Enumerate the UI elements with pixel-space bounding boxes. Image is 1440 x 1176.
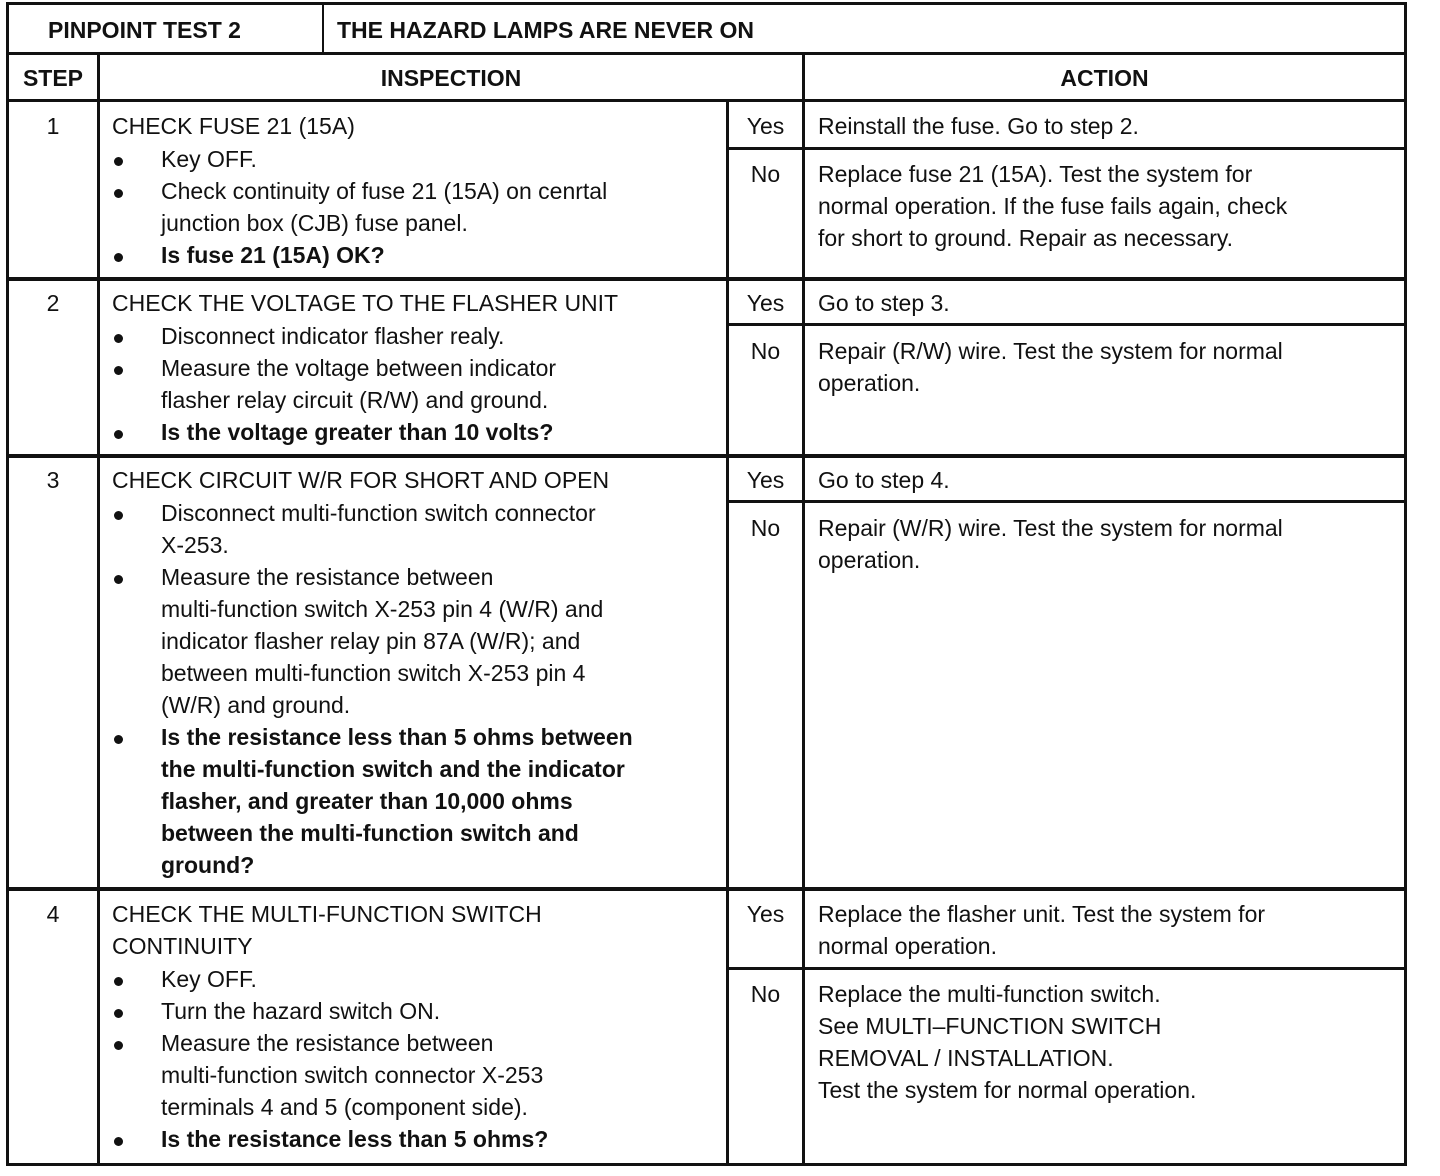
bullet-text: Key OFF. bbox=[161, 966, 257, 992]
yes-label: Yes bbox=[746, 901, 785, 927]
pinpoint-test-id: PINPOINT TEST 2 bbox=[48, 17, 241, 43]
no-action: Replace fuse 21 (15A). Test the system for bbox=[818, 161, 1253, 187]
header-bottom-line bbox=[6, 99, 1407, 102]
no-action: See MULTI–FUNCTION SWITCH bbox=[818, 1013, 1162, 1039]
yes-no-divider-3 bbox=[726, 500, 1407, 503]
bullet-text: Check continuity of fuse 21 (15A) on cenrtal bbox=[161, 178, 608, 204]
header-action: ACTION bbox=[1060, 65, 1149, 91]
yes-no-divider-1 bbox=[726, 147, 1407, 150]
step-question: the multi-function switch and the indicator bbox=[161, 756, 625, 782]
no-label: No bbox=[750, 981, 781, 1007]
bullet-icon bbox=[114, 253, 123, 262]
no-action: Test the system for normal operation. bbox=[818, 1077, 1197, 1103]
yes-no-divider-4 bbox=[726, 967, 1407, 970]
yes-action: Reinstall the fuse. Go to step 2. bbox=[818, 113, 1139, 139]
step-heading: CHECK THE MULTI-FUNCTION SWITCH bbox=[112, 901, 542, 927]
no-label: No bbox=[750, 161, 781, 187]
step-heading: CHECK CIRCUIT W/R FOR SHORT AND OPEN bbox=[112, 467, 610, 493]
bullet-icon bbox=[114, 511, 123, 520]
step-question: flasher, and greater than 10,000 ohms bbox=[161, 788, 573, 814]
table-border-left bbox=[6, 2, 9, 1166]
step-question: ground? bbox=[161, 852, 255, 878]
bullet-icon bbox=[114, 1009, 123, 1018]
table-border-right bbox=[1404, 2, 1407, 1166]
bullet-icon bbox=[114, 334, 123, 343]
no-label: No bbox=[750, 338, 781, 364]
action-col-line bbox=[802, 52, 805, 1166]
yes-no-divider-2 bbox=[726, 323, 1407, 326]
step-heading: CONTINUITY bbox=[112, 933, 253, 959]
step-number: 1 bbox=[46, 113, 60, 139]
bullet-text: Measure the resistance between bbox=[161, 1030, 494, 1056]
bullet-icon bbox=[114, 977, 123, 986]
header-top-line bbox=[6, 52, 1407, 55]
bullet-text: Disconnect multi-function switch connector bbox=[161, 500, 596, 526]
no-action: for short to ground. Repair as necessary. bbox=[818, 225, 1234, 251]
pinpoint-test-description: THE HAZARD LAMPS ARE NEVER ON bbox=[337, 17, 754, 43]
bullet-text: junction box (CJB) fuse panel. bbox=[161, 210, 468, 236]
step-number: 3 bbox=[46, 467, 60, 493]
no-action: operation. bbox=[818, 547, 921, 573]
bullet-icon bbox=[114, 735, 123, 744]
bullet-icon bbox=[114, 189, 123, 198]
no-action: Repair (R/W) wire. Test the system for normal bbox=[818, 338, 1283, 364]
no-action: normal operation. If the fuse fails again, check bbox=[818, 193, 1288, 219]
bullet-text: Key OFF. bbox=[161, 146, 257, 172]
bullet-icon bbox=[114, 1041, 123, 1050]
row-divider-2 bbox=[6, 454, 1407, 458]
step-question: Is the resistance less than 5 ohms? bbox=[161, 1126, 549, 1152]
bullet-icon bbox=[114, 430, 123, 439]
no-action: REMOVAL / INSTALLATION. bbox=[818, 1045, 1114, 1071]
bullet-text: Measure the resistance between bbox=[161, 564, 494, 590]
row-divider-3 bbox=[6, 887, 1407, 891]
bullet-icon bbox=[114, 157, 123, 166]
yes-label: Yes bbox=[746, 290, 785, 316]
step-question: between the multi-function switch and bbox=[161, 820, 579, 846]
step-question: Is the resistance less than 5 ohms between bbox=[161, 724, 633, 750]
bullet-text: multi-function switch connector X-253 bbox=[161, 1062, 544, 1088]
step-col-line bbox=[97, 52, 100, 1166]
step-heading: CHECK FUSE 21 (15A) bbox=[112, 113, 355, 139]
bullet-text: terminals 4 and 5 (component side). bbox=[161, 1094, 528, 1120]
step-number: 2 bbox=[46, 290, 60, 316]
no-action: operation. bbox=[818, 370, 921, 396]
yes-action: Replace the flasher unit. Test the system for bbox=[818, 901, 1266, 927]
yes-action: Go to step 4. bbox=[818, 467, 950, 493]
header-step: STEP bbox=[22, 65, 84, 91]
no-label: No bbox=[750, 515, 781, 541]
yes-label: Yes bbox=[746, 113, 785, 139]
step-question: Is fuse 21 (15A) OK? bbox=[161, 242, 385, 268]
header-inspection: INSPECTION bbox=[380, 65, 522, 91]
step-heading: CHECK THE VOLTAGE TO THE FLASHER UNIT bbox=[112, 290, 619, 316]
yes-action: normal operation. bbox=[818, 933, 997, 959]
bullet-text: Disconnect indicator flasher realy. bbox=[161, 323, 505, 349]
yes-label: Yes bbox=[746, 467, 785, 493]
bullet-icon bbox=[114, 575, 123, 584]
bullet-text: (W/R) and ground. bbox=[161, 692, 351, 718]
step-number: 4 bbox=[46, 901, 60, 927]
table-border-top bbox=[6, 2, 1407, 5]
bullet-text: Turn the hazard switch ON. bbox=[161, 998, 441, 1024]
no-action: Replace the multi-function switch. bbox=[818, 981, 1161, 1007]
bullet-text: flasher relay circuit (R/W) and ground. bbox=[161, 387, 549, 413]
bullet-icon bbox=[114, 366, 123, 375]
step-question: Is the voltage greater than 10 volts? bbox=[161, 419, 554, 445]
row-divider-1 bbox=[6, 277, 1407, 281]
table-border-bottom bbox=[6, 1163, 1407, 1166]
yes-action: Go to step 3. bbox=[818, 290, 950, 316]
bullet-text: X-253. bbox=[161, 532, 229, 558]
bullet-icon bbox=[114, 1137, 123, 1146]
bullet-text: between multi-function switch X-253 pin 4 bbox=[161, 660, 586, 686]
bullet-text: multi-function switch X-253 pin 4 (W/R) and bbox=[161, 596, 604, 622]
bullet-text: indicator flasher relay pin 87A (W/R); and bbox=[161, 628, 581, 654]
bullet-text: Measure the voltage between indicator bbox=[161, 355, 557, 381]
no-action: Repair (W/R) wire. Test the system for normal bbox=[818, 515, 1283, 541]
title-divider bbox=[322, 2, 324, 54]
